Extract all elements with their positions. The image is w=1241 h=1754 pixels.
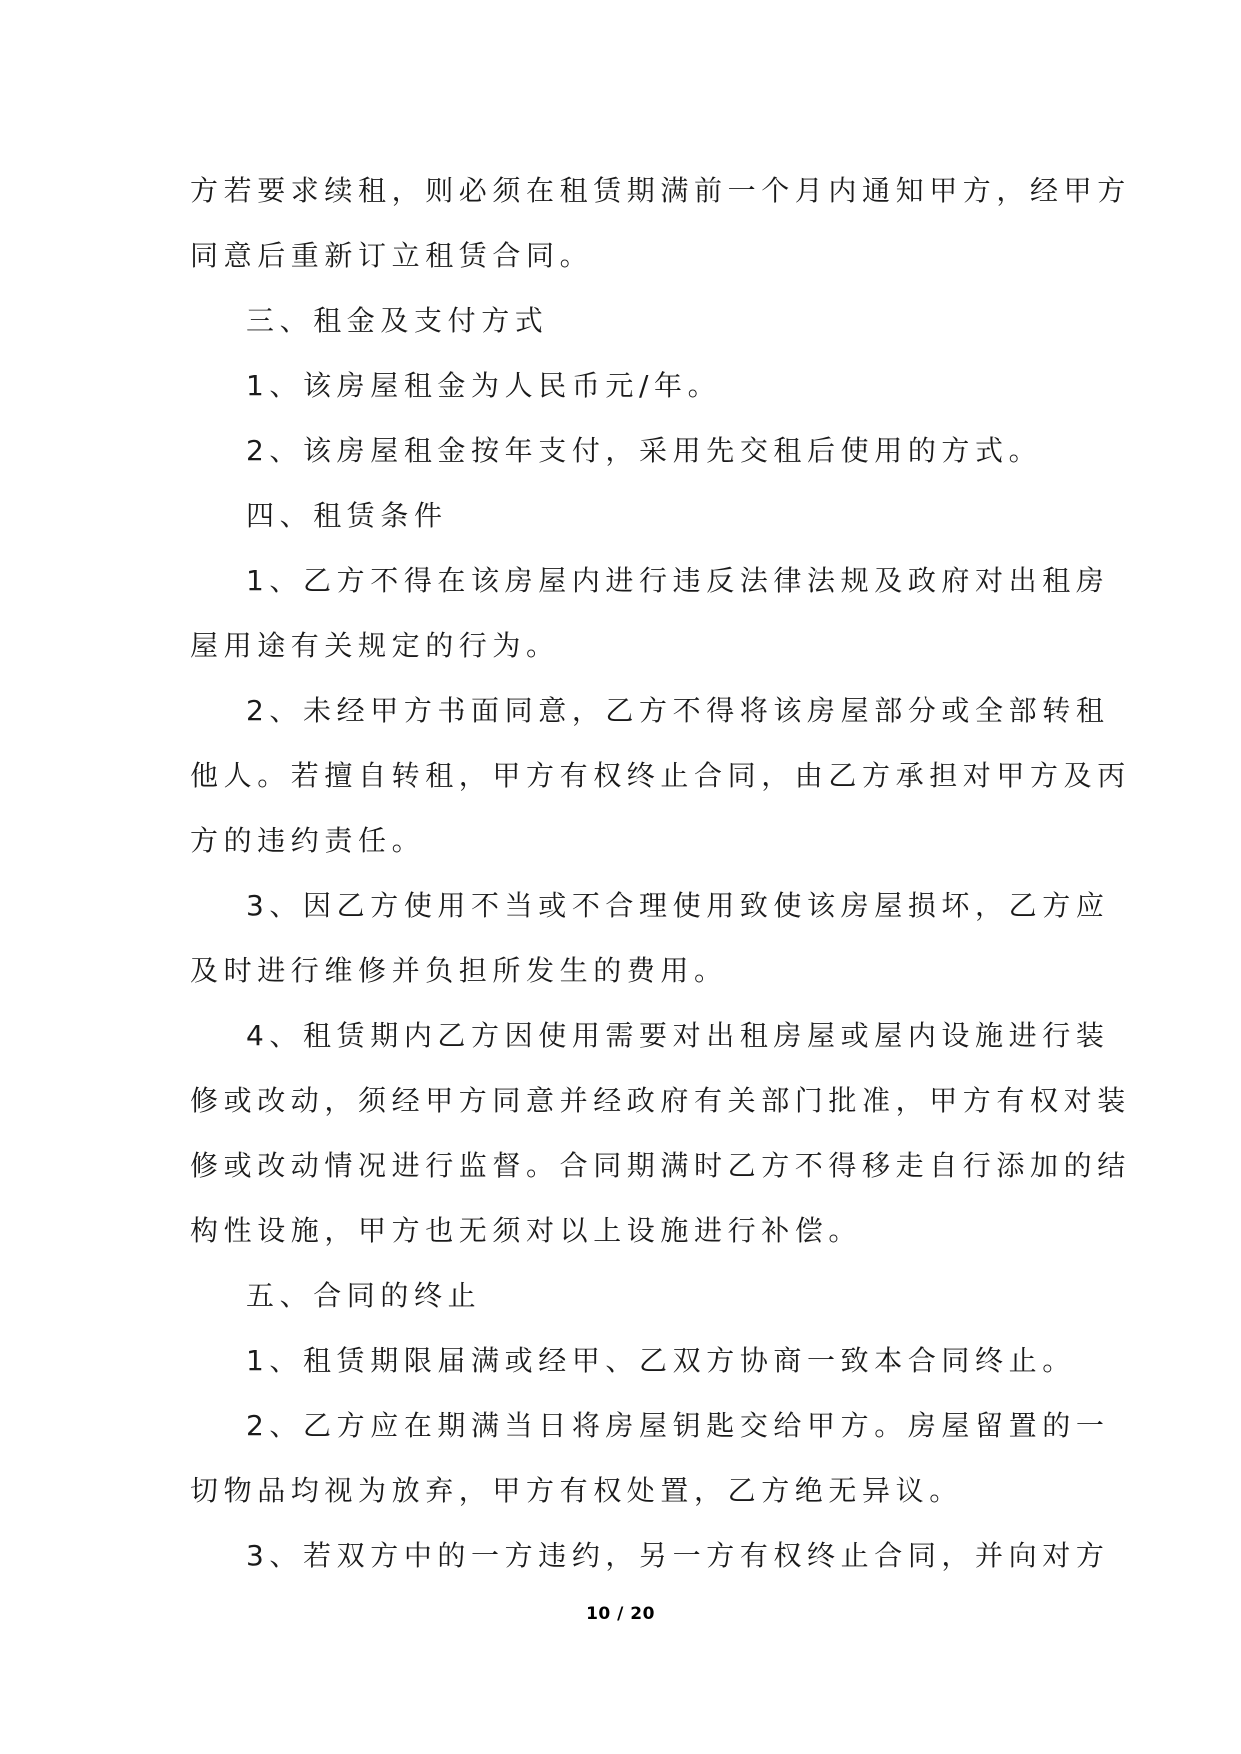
section-heading: 五、合同的终止 <box>246 1279 482 1312</box>
text-line: 1、乙方不得在该房屋内进行违反法律法规及政府对出租房 <box>246 564 1110 597</box>
text-line: 1、该房屋租金为人民币元/年。 <box>246 369 722 402</box>
text-line: 方的违约责任。 <box>190 824 426 857</box>
text-line: 屋用途有关规定的行为。 <box>190 629 560 662</box>
text-line: 及时进行维修并负担所发生的费用。 <box>190 954 728 987</box>
text-line: 3、若双方中的一方违约，另一方有权终止合同，并向对方 <box>246 1539 1110 1572</box>
section-heading: 三、租金及支付方式 <box>246 304 549 337</box>
text-line: 方若要求续租，则必须在租赁期满前一个月内通知甲方，经甲方 <box>190 174 1131 207</box>
text-line: 1、租赁期限届满或经甲、乙双方协商一致本合同终止。 <box>246 1344 1076 1377</box>
text-line: 切物品均视为放弃，甲方有权处置，乙方绝无异议。 <box>190 1474 963 1507</box>
document-body <box>190 158 1131 1588</box>
text-line: 2、该房屋租金按年支付，采用先交租后使用的方式。 <box>246 434 1043 467</box>
text-line: 修或改动情况进行监督。合同期满时乙方不得移走自行添加的结 <box>190 1149 1131 1182</box>
text-line: 构性设施，甲方也无须对以上设施进行补偿。 <box>190 1214 863 1247</box>
text-line: 4、租赁期内乙方因使用需要对出租房屋或屋内设施进行装 <box>246 1019 1110 1052</box>
text-line: 同意后重新订立租赁合同。 <box>190 239 594 272</box>
text-line: 2、乙方应在期满当日将房屋钥匙交给甲方。房屋留置的一 <box>246 1409 1110 1442</box>
text-line: 3、因乙方使用不当或不合理使用致使该房屋损坏，乙方应 <box>246 889 1110 922</box>
section-heading: 四、租赁条件 <box>246 499 448 532</box>
text-line: 修或改动，须经甲方同意并经政府有关部门批准，甲方有权对装 <box>190 1084 1131 1117</box>
page-number: 10 / 20 <box>586 1604 655 1624</box>
text-line: 他人。若擅自转租，甲方有权终止合同，由乙方承担对甲方及丙 <box>190 759 1131 792</box>
text-line: 2、未经甲方书面同意，乙方不得将该房屋部分或全部转租 <box>246 694 1110 727</box>
